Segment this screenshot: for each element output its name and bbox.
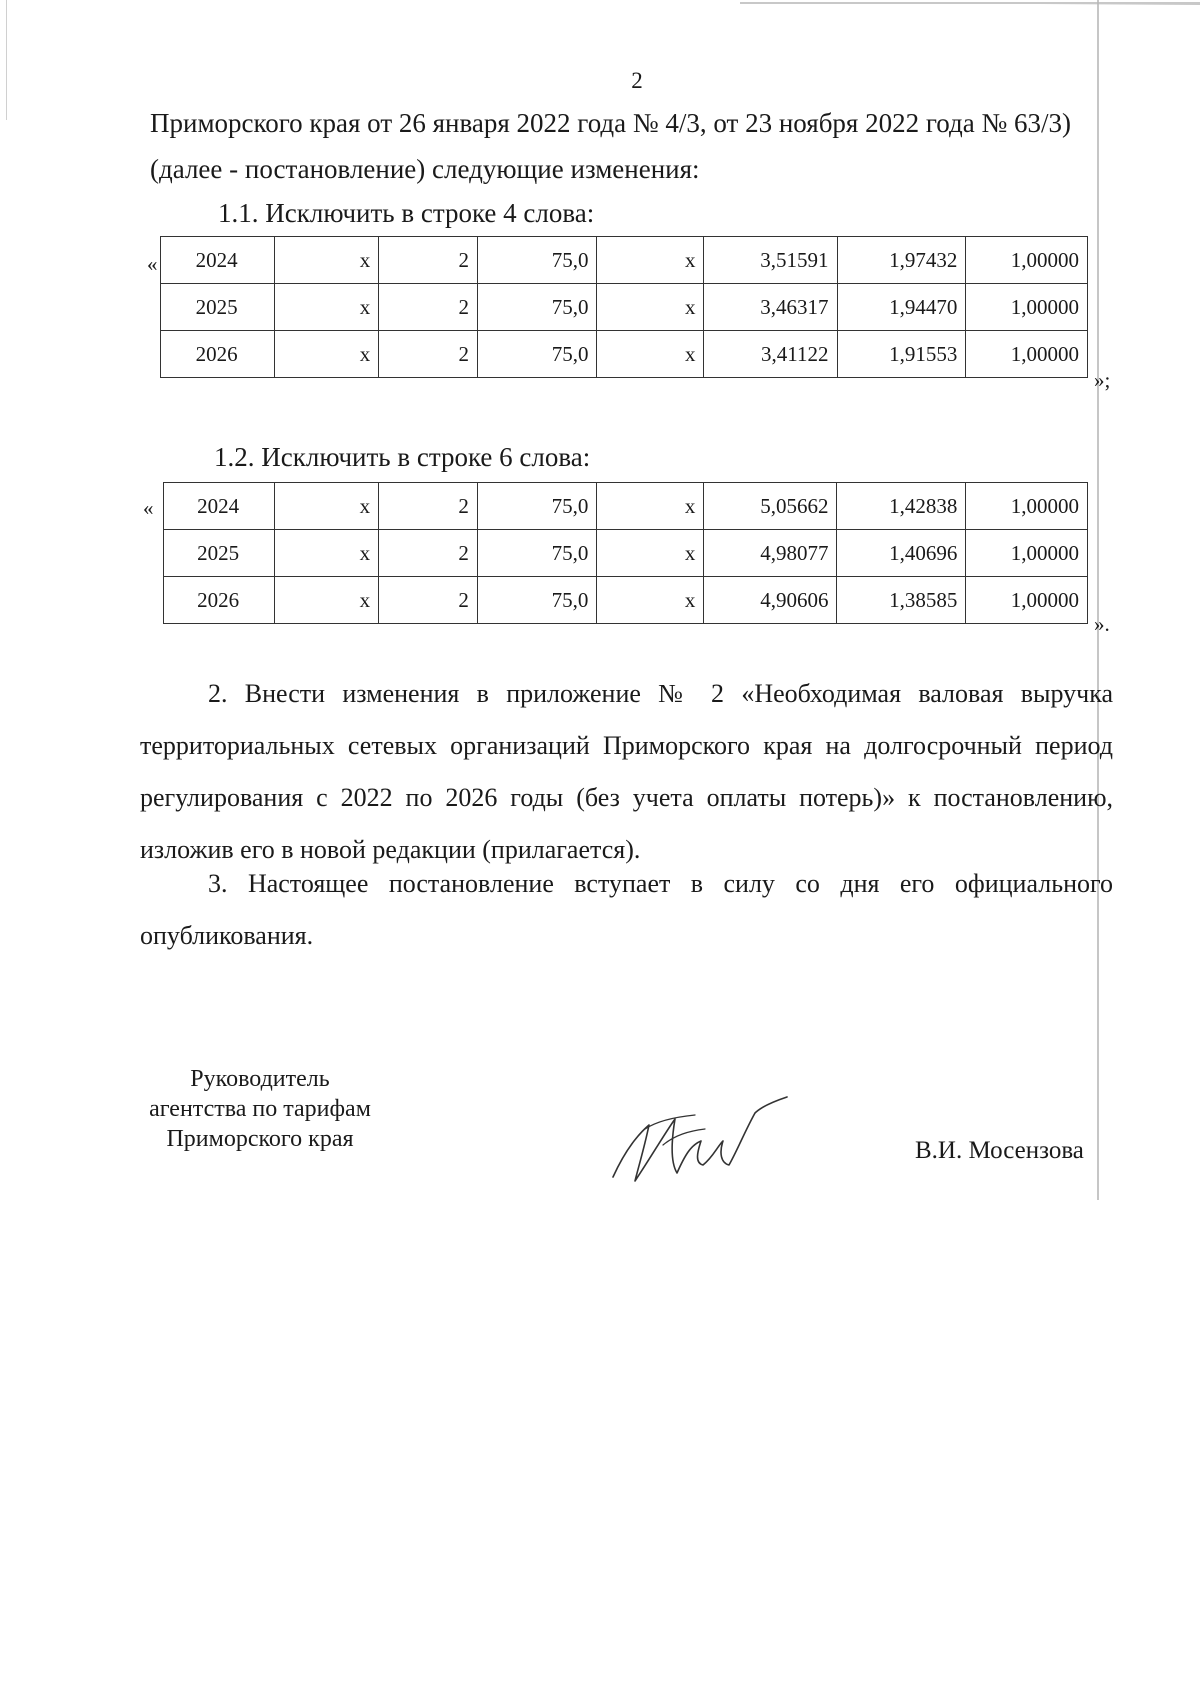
signer-title-line: агентства по тарифам xyxy=(149,1096,371,1122)
table-cell: x xyxy=(275,331,379,378)
table-cell: 1,38585 xyxy=(837,577,966,624)
table-cell: 75,0 xyxy=(477,237,597,284)
table-row xyxy=(164,483,1088,530)
paragraph-2 xyxy=(140,668,1113,876)
excluded-words-table-row-6 xyxy=(163,482,1088,624)
table-cell: x xyxy=(597,530,704,577)
table-cell: 4,98077 xyxy=(704,530,837,577)
table-cell: 75,0 xyxy=(477,331,597,378)
table-cell: 1,00000 xyxy=(966,331,1088,378)
year-cell: 2024 xyxy=(164,483,275,530)
paragraph-2-text: 2. Внести изменения в приложение № 2 «Необходимая валовая выручка территориальных сетевых организаций Приморского края на долгосрочный период регулирования с 2022 по 2026 годы (без учета оплаты потерь)» к постановлению, изложив его в новой редакции (прилагается). xyxy=(140,679,1113,864)
year-cell: 2026 xyxy=(161,331,275,378)
paragraph-3-text: 3. Настоящее постановление вступает в силу со дня его официального опубликования. xyxy=(140,869,1113,950)
signer-title xyxy=(130,1064,390,1154)
table-cell: 1,40696 xyxy=(837,530,966,577)
table-cell: 3,46317 xyxy=(704,284,837,331)
section-1-2-heading: 1.2. Исключить в строке 6 слова: xyxy=(214,442,591,472)
table-row xyxy=(161,284,1088,331)
scan-fold-line xyxy=(1097,0,1099,1200)
intro-line-2: (далее - постановление) следующие изменения: xyxy=(150,154,700,184)
table-row xyxy=(161,331,1088,378)
table-cell: 1,00000 xyxy=(966,577,1088,624)
year-cell: 2025 xyxy=(161,284,275,331)
table-cell: x xyxy=(275,483,379,530)
table-cell: 1,00000 xyxy=(966,284,1088,331)
table-cell: 3,41122 xyxy=(704,331,837,378)
handwritten-signature xyxy=(605,1085,790,1195)
table-cell: 1,00000 xyxy=(966,530,1088,577)
table-cell: 75,0 xyxy=(477,577,597,624)
section-1-1-heading: 1.1. Исключить в строке 4 слова: xyxy=(218,198,595,228)
table-1-open-quote: « xyxy=(147,252,158,276)
intro-line-1: Приморского края от 26 января 2022 года № 4/3, от 23 ноября 2022 года № 63/3) xyxy=(150,108,1071,138)
table-cell: 2 xyxy=(379,284,478,331)
table-cell: 3,51591 xyxy=(704,237,837,284)
table-cell: 75,0 xyxy=(477,483,597,530)
scan-left-edge xyxy=(6,0,7,120)
table-cell: x xyxy=(597,331,704,378)
table-cell: 75,0 xyxy=(477,284,597,331)
table-cell: x xyxy=(275,237,379,284)
table-cell: x xyxy=(597,577,704,624)
table-cell: 1,97432 xyxy=(837,237,966,284)
table-2-open-quote: « xyxy=(143,496,154,520)
table-1-close-quote: »; xyxy=(1094,368,1111,392)
table-row xyxy=(164,577,1088,624)
signer-title-line: Приморского края xyxy=(166,1126,354,1152)
table-cell: 2 xyxy=(379,577,478,624)
table-cell: x xyxy=(597,237,704,284)
table-cell: 2 xyxy=(379,483,478,530)
table-cell: x xyxy=(275,577,379,624)
page-number: 2 xyxy=(631,68,643,93)
table-cell: 75,0 xyxy=(477,530,597,577)
table-cell: 2 xyxy=(379,331,478,378)
table-cell: x xyxy=(275,284,379,331)
year-cell: 2025 xyxy=(164,530,275,577)
table-cell: 5,05662 xyxy=(704,483,837,530)
excluded-words-table-row-4 xyxy=(160,236,1088,378)
paragraph-3 xyxy=(140,858,1113,962)
year-cell: 2024 xyxy=(161,237,275,284)
table-cell: 2 xyxy=(379,530,478,577)
table-cell: 2 xyxy=(379,237,478,284)
table-cell: x xyxy=(597,483,704,530)
scan-edge-mark xyxy=(740,0,1200,12)
table-cell: 1,91553 xyxy=(837,331,966,378)
table-cell: x xyxy=(597,284,704,331)
signer-title-line: Руководитель xyxy=(190,1066,330,1092)
signer-name: В.И. Мосензова xyxy=(915,1137,1084,1164)
year-cell: 2026 xyxy=(164,577,275,624)
table-cell: 1,94470 xyxy=(837,284,966,331)
table-cell: 1,00000 xyxy=(966,237,1088,284)
table-cell: x xyxy=(275,530,379,577)
table-cell: 1,00000 xyxy=(966,483,1088,530)
table-cell: 4,90606 xyxy=(704,577,837,624)
table-row xyxy=(161,237,1088,284)
table-row xyxy=(164,530,1088,577)
table-2-close-quote: ». xyxy=(1094,612,1110,636)
table-cell: 1,42838 xyxy=(837,483,966,530)
